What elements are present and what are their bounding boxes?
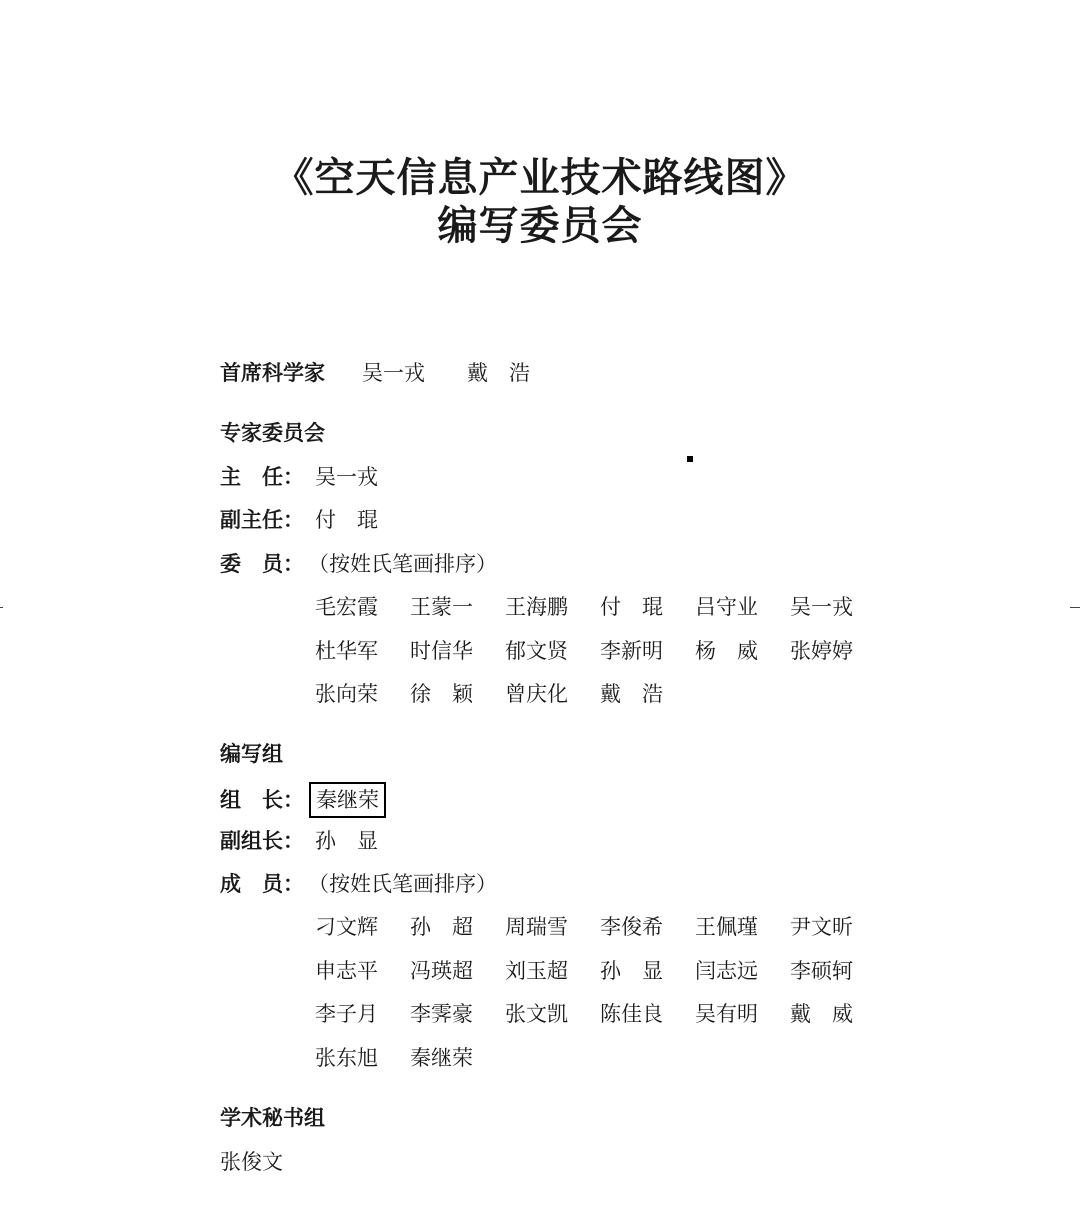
member-name: 孙 显 [600,958,663,983]
expert-deputy-label: 副主任： [220,508,304,532]
member-name: 李硕轲 [790,958,853,983]
expert-deputy-row [220,505,378,535]
member-name: 李子月 [315,1002,378,1027]
member-name: 张向荣 [315,682,378,707]
member-name: 李俊希 [600,915,663,939]
margin-mark-left [0,607,3,608]
writing-leader-label: 组 长： [220,788,304,812]
member-name: 戴 浩 [600,682,663,707]
member-name: 王蒙一 [410,595,473,619]
member-name: 杜华军 [315,638,378,663]
member-name: 陈佳良 [600,1002,663,1027]
chief-scientist-label: 首席科学家 [220,361,325,385]
writing-leader-row [220,782,386,818]
member-name: 付 琨 [600,595,663,619]
member-name: 郁文贤 [505,638,568,663]
member-name: 戴 威 [790,1002,853,1027]
member-name: 周瑞雪 [505,915,568,939]
writing-members-label: 成 员： [220,872,304,896]
writing-deputy-name: 孙 显 [315,829,378,853]
expert-committee-heading: 专家委员会 [220,421,325,445]
member-name: 毛宏霞 [315,595,378,619]
writing-members-note: （按姓氏笔画排序） [308,872,497,896]
stray-dot-mark [687,456,693,462]
member-name: 曾庆化 [505,682,568,707]
member-name: 吴一戎 [790,595,853,619]
member-name: 李霁豪 [410,1002,473,1027]
writing-deputy-label: 副组长： [220,829,304,853]
member-name: 张婷婷 [790,638,853,663]
expert-members-label: 委 员： [220,552,304,576]
expert-director-label: 主 任： [220,465,304,489]
member-name: 张文凯 [505,1002,568,1027]
expert-director-name: 吴一戎 [315,465,378,489]
expert-director-row [220,462,378,492]
member-name: 杨 威 [695,638,758,663]
writing-leader-name-highlighted: 秦继荣 [309,782,386,818]
secretariat-heading: 学术秘书组 [220,1106,325,1130]
writing-members-row [220,869,497,899]
member-name: 刘玉超 [505,958,568,983]
member-name: 李新明 [600,638,663,663]
chief-scientist-row [220,358,530,388]
chief-scientist-name: 吴一戎 [362,361,425,385]
member-name: 刁文辉 [315,915,378,939]
margin-mark-right [1070,607,1080,608]
chief-scientist-name: 戴 浩 [467,361,530,385]
member-name: 王佩瑾 [695,915,758,939]
member-name: 孙 超 [410,915,473,939]
member-name: 王海鹏 [505,595,568,619]
member-name: 冯瑛超 [410,958,473,983]
member-name: 吴有明 [695,1002,758,1027]
member-name: 尹文昕 [790,915,853,939]
member-name: 秦继荣 [410,1046,473,1071]
document-subtitle: 编写委员会 [437,202,643,249]
expert-members-note: （按姓氏笔画排序） [308,552,497,576]
member-name: 吕守业 [695,595,758,619]
member-name: 闫志远 [695,958,758,983]
writing-group-heading: 编写组 [220,742,283,766]
member-name: 徐 颖 [410,682,473,707]
member-name: 时信华 [410,638,473,663]
expert-deputy-name: 付 琨 [315,508,378,532]
member-name: 张东旭 [315,1046,378,1071]
member-name: 申志平 [315,958,378,983]
secretariat-member: 张俊文 [220,1150,283,1174]
writing-deputy-row [220,826,378,856]
expert-members-row [220,549,497,579]
document-title: 《空天信息产业技术路线图》 [273,154,807,201]
